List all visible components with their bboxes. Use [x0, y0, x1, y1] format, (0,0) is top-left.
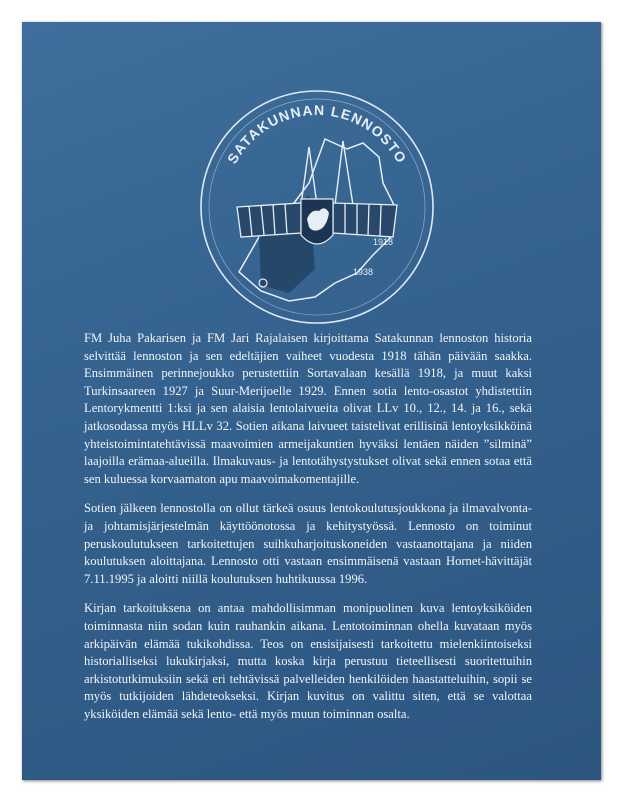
- book-back-cover: [22, 22, 601, 780]
- emblem-year-second: 1938: [353, 267, 374, 277]
- description-paragraph-2: Sotien jälkeen lennostolla on ollut tärkeä osuus lentokoulutusjoukkona ja ilmavalvonta- ja johtamisjärjestelmän käyttöönotossa ja kehitystyössä. Lennosto on toiminut peruskoulutukseen tarkoitettujen suihkuharjoituskoneiden vastaanottajana ja niiden koulutuksen aloittajana. Lennosto otti vastaan ensimmäisenä vastaan Hornet-hävittäjät 7.11.1995 ja aloitti niillä koulutuksen huhtikuussa 1996.: [84, 501, 532, 586]
- description-paragraph-3: Kirjan tarkoituksena on antaa mahdollisimman monipuolinen kuva lentoyksiköiden toiminnasta niin sodan kuin rauhankin aikana. Lentotoiminnan ohella kuvataan myös arkipäivän elämää tukikohdissa. Teos on ensisijaisesti tarkoitettu mielenkiintoiseksi historialliseksi lukukirjaksi, mutta koska kirja perustuu tieteellisesti suoritettuihin arkistotutkimuksiin sekä eri tehtävissä palvelleiden henkilöiden haastatteluihin, sopii se myös tutkijoiden lähdeteokseksi. Kirjan kuvitus on valittu siten, että se valottaa yksiköiden elämää sekä lento- että myös muun toiminnan osalta.: [84, 601, 532, 721]
- back-cover-description: [84, 330, 532, 735]
- description-paragraph-1: FM Juha Pakarisen ja FM Jari Rajalaisen kirjoittama Satakunnan lennoston historia selvittää lennoston ja sen edeltäjien vaiheet vuodesta 1918 tähän päivään saakka. Ensimmäinen perinnejoukko perustettiin Sortavalaan kesällä 1918, ja muut kaksi Turkinsaareen 1927 ja Suur-Merijoelle 1929. Ennen sotia lento-osastot yhdistettiin Lentorykmentti 1:ksi ja sen alaisia lentolaivueita olivat LLv 10., 12., 14. ja 16., sekä jatkosodassa myös HLLv 32. Sotien aikana laivueet taistelivat erillisinä lentoyksikköinä yhteistoimintatehtävissä maavoimien armeijakuntien hyväksi lentäen näiden ”silminä” laajoilla erämaa-alueilla. Ilmakuvaus- ja lentotähystystukset olivat sekä ennen sotaa että sen kuluessa korvaamaton apu maavoimakomentajille.: [84, 331, 532, 486]
- emblem-year-founded: 1918: [373, 237, 394, 247]
- satakunta-wing-emblem: [197, 87, 437, 327]
- spire-right-icon: [335, 141, 353, 205]
- emblem-ring-text: SATAKUNNAN LENNOSTO: [223, 101, 411, 167]
